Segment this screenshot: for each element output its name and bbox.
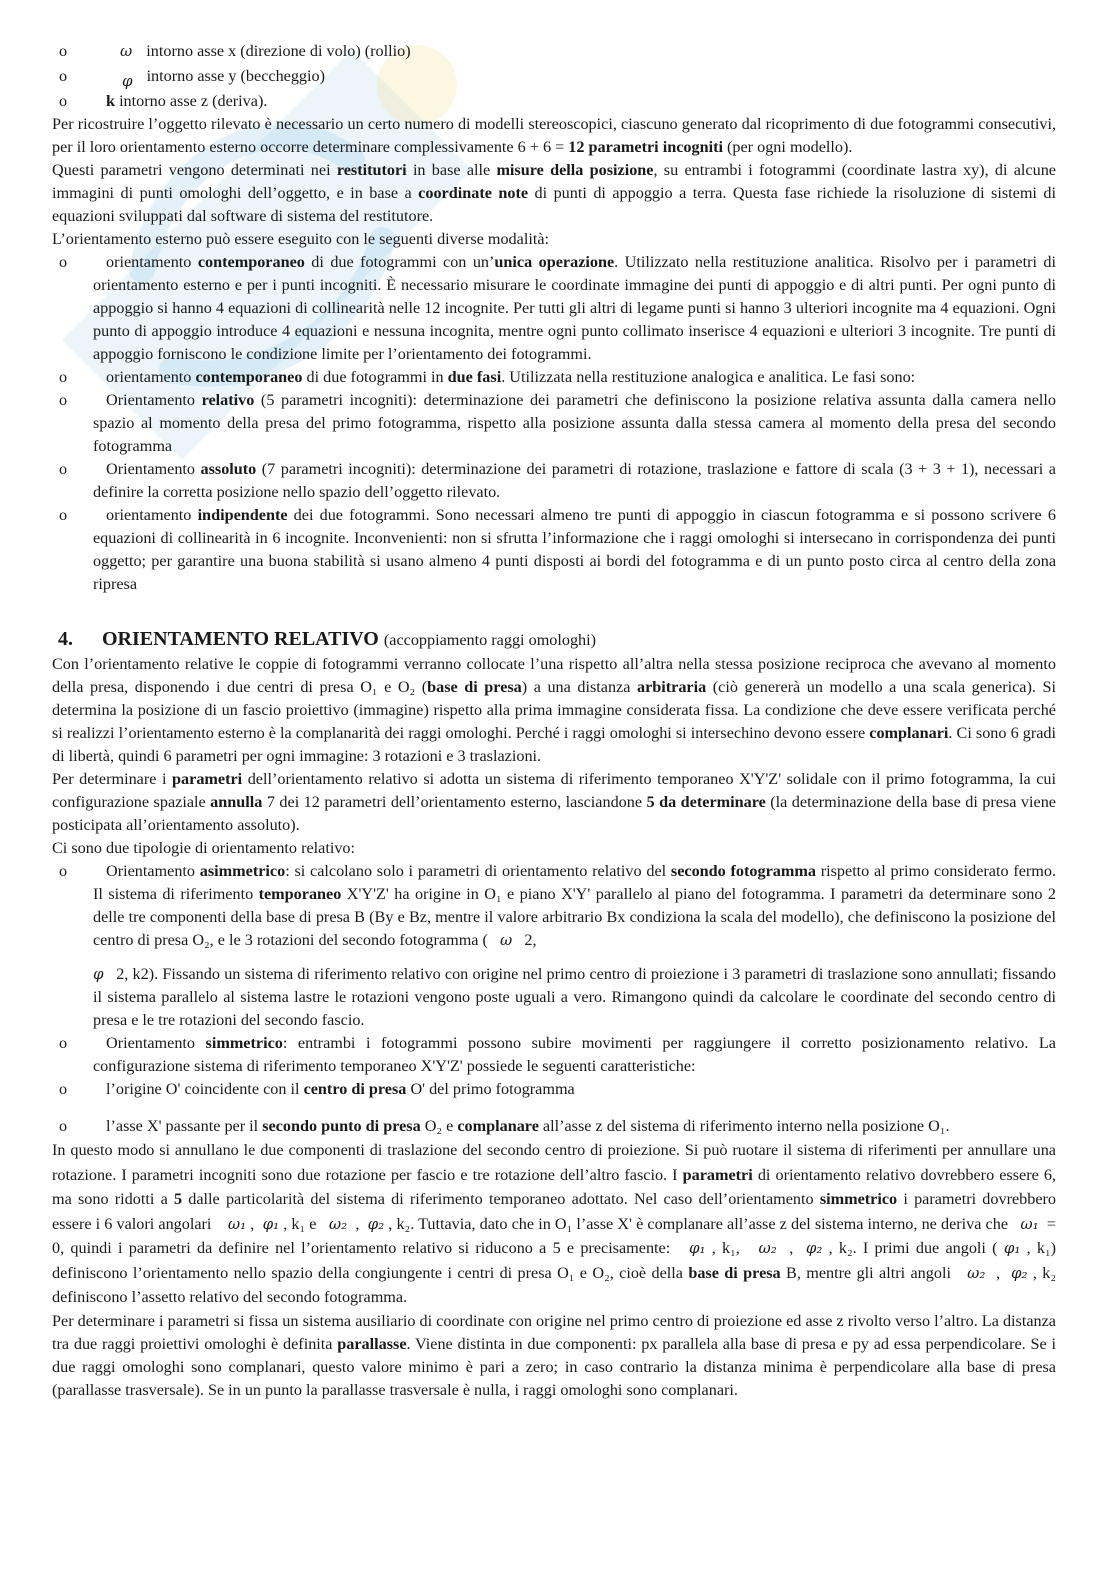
list-item: o Orientamento assoluto (7 parametri incogniti): determinazione dei parametri di rotazione, traslazione e fattore di scala (3 + 3 + 1), necessari a definire la corretta posizione nello spazio dell’oggetto rilevato.: [59, 460, 1056, 501]
rotation-phi-item: [52, 65, 1056, 88]
section-heading: [52, 626, 1056, 653]
list-item: o orientamento contemporaneo di due fotogrammi in due fasi. Utilizzata nella restituzione analogica e analitica. Le fasi sono:: [52, 366, 1056, 389]
rotation-k-item: [52, 90, 1056, 113]
bullet: o: [59, 1034, 68, 1052]
bullet: o: [59, 368, 68, 386]
rotation-y-text: intorno asse y (beccheggio): [146, 67, 326, 85]
bullet: o: [59, 460, 68, 478]
bullet: o: [59, 1080, 68, 1098]
bullet: o: [59, 391, 68, 409]
paragraph-parallax: Per determinare i parametri si fissa un sistema ausiliario di coordinate con origine nel primo centro di proiezione ed asse z rivolto verso l’altro. La distanza tra due raggi proiettivi omologhi è definita parallasse. Viene distinta in due componenti: px parallela alla base di presa e py ad essa perpendicolare. Se i due raggi omologhi sono complanari, questo valore minimo è pari a zero; in caso contrario la distanza minima è perpendicolare alla base di presa (parallasse trasversale). Se in un punto la parallasse trasversale è nulla, i raggi omologhi sono complanari.: [52, 1311, 1056, 1399]
phi-symbol: φ: [93, 965, 104, 983]
bullet: o: [59, 42, 68, 60]
paragraph-relative-intro: Con l’orientamento relative le coppie di fotogrammi verranno collocate l’una rispetto all’altra nella stessa posizione reciproca che avevano al momento della presa, disponendo i due centri di presa O₁ e O₂ (base di presa) a una distanza arbitraria (ciò genererà un modello a una scala generica). Si determina la posizione di un fascio proiettivo (immagine) rispetto alla prima immagine considerata fissa. La condizione che deve essere verificata perché si realizzi l’orientamento esterno è la complanarità dei raggi omologhi. Perché i raggi omologhi si intersechino devono essere complanari. Ci sono 6 gradi di libertà, quindi 6 parametri per ogni immagine: 3 rotazioni e 3 traslazioni.: [52, 655, 1056, 765]
document-page: [52, 40, 1056, 1402]
list-item: o orientamento contemporaneo di due fotogrammi con un’unica operazione. Utilizzato nella restituzione analitica. Risolvo per i parametri di orientamento esterno e per i punti incogniti. È necessario misurare le coordinate immagine dei punti di appoggio e di altri punti. Per ogni punto di appoggio si hanno 4 equazioni di collinearità nelle 12 incognite. Per tutti gli altri di legame punti si hanno 3 ulteriori incognite ma 4 equazioni. Ogni punto di appoggio introduce 4 equazioni e nessuna incognita, mentre ogni punto collimato inserisce 4 equazioni e ulteriori 3 incognite. Tre punti di appoggio forniscono le condizione limite per l’orientamento dei fotogrammi.: [59, 253, 1056, 363]
paragraph-parameters: Per determinare i parametri dell’orientamento relativo si adotta un sistema di riferimento temporaneo X'Y'Z' solidale con il primo fotogramma, la cui configurazione spaziale annulla 7 dei 12 parametri dell’orientamento esterno, lasciandone 5 da determinare (la determinazione della base di presa viene posticipata all’orientamento assoluto).: [52, 770, 1056, 834]
rotation-z-text: intorno asse z (deriva).: [119, 92, 268, 110]
list-item: o orientamento indipendente dei due fotogrammi. Sono necessari almeno tre punti di appoggio in ciascun fotogramma e si possono scrivere 6 equazioni di collinearità in 6 incognite. Inconvenienti: non si sfrutta l’informazione che i raggi omologhi si intersecano in corrispondenza dei punti oggetto; per garantire una buona stabilità si usano almeno 4 punti disposti ai bordi del fotogramma e di un punto posto circa al centro della zona ripresa: [59, 506, 1056, 593]
bullet: o: [59, 1117, 68, 1135]
list-item: o Orientamento asimmetrico: si calcolano solo i parametri di orientamento relativo del secondo fotogramma rispetto al primo considerato fermo. Il sistema di riferimento temporaneo X'Y'Z' ha origine in O₁ e piano X'Y' parallelo al piano del fotogramma. I parametri da determinare sono 2 delle tre componenti della base di presa B (By e Bz, mentre il valore arbitrario Bx condiziona la scala del modello), che definiscono la posizione del centro di presa O₂, e le 3 rotazioni del secondo fotogramma ( ω 2, φ 2, k2). Fissando un sistema di riferimento relativo con origine nel primo centro di proiezione i 3 parametri di traslazione sono annullati; fissando il sistema parallelo al sistema lastre le rotazioni vengono poste uguali a vero. Rimangono quindi da calcolare le coordinate del secondo centro di presa e le tre rotazioni del secondo fascio.: [59, 862, 1057, 1029]
section-title: ORIENTAMENTO RELATIVO: [102, 628, 379, 650]
list-item: o Orientamento relativo (5 parametri incogniti): determinazione dei parametri che definiscono la posizione relativa assunta dalla camera nello spazio al momento della presa del primo fotogramma, rispetto alla posizione assunta dalla stessa camera al momento della presa del secondo fotogramma: [59, 391, 1056, 455]
paragraph-restitutori: Questi parametri vengono determinati nei restitutori in base alle misure della posizione, su entrambi i fotogrammi (coordinate lastra xy), di alcune immagini di punti omologhi dell’oggetto, e in base a coordinate note di punti di appoggio a terra. Questa fase richiede la risoluzione di sistemi di equazioni sviluppati dal software di sistema del restitutore.: [52, 161, 1056, 225]
paragraph-types: Ci sono due tipologie di orientamento relativo:: [52, 839, 356, 857]
bullet: o: [59, 92, 68, 110]
paragraph-models: Per ricostruire l’oggetto rilevato è necessario un certo numero di modelli stereoscopici, ciascuno generato dal ricoprimento di due fotogrammi consecutivi, per il loro orientamento esterno occorre determinare complessivamente 6 + 6 = 12 parametri incogniti (per ogni modello).: [52, 115, 1056, 156]
omega-symbol: ω: [500, 931, 513, 949]
paragraph-symmetric: In questo modo si annullano le due componenti di traslazione del secondo centro di proiezione. Si può ruotare il sistema di riferimenti per annullare una rotazione. I parametri incogniti sono due rotazione per fascio e tre rotazione dell’altro fascio. I parametri di orientamento relativo dovrebbero essere 6, ma sono ridotti a 5 dalle particolarità del sistema di riferimento temporaneo adottato. Nel caso dell’orientamento simmetrico i parametri dovrebbero essere i 6 valori angolari ω₁ , φ₁ , k₁ e ω₂ , φ₂ , k₂. Tuttavia, dato che in O₁ l’asse X' è complanare all’asse z del sistema interno, ne deriva che ω₁ = 0, quindi i parametri da definire nel l’orientamento relativo si riducono a 5 e precisamente: φ₁ , k₁, ω₂ , φ₂ , k₂. I primi due angoli ( φ₁ , k₁) definiscono l’orientamento nello spazio della congiungente i centri di presa O₁ e O₂, cioè della base di presa B, mentre gli altri angoli ω₂ , φ₂ , k₂ definiscono l’assetto relativo del secondo fotogramma.: [52, 1141, 1057, 1306]
list-item: o l’asse X' passante per il secondo punto di presa O₂ e complanare all’asse z del sistema di riferimento interno nella posizione O₁.: [52, 1115, 1056, 1138]
rotation-x-text: intorno asse x (direzione di volo) (rollio): [146, 42, 411, 60]
paragraph-modalities: L’orientamento esterno può essere eseguito con le seguenti diverse modalità:: [52, 230, 550, 248]
list-item: o l’origine O' coincidente con il centro di presa O' del primo fotogramma: [52, 1078, 1056, 1101]
list-item: o Orientamento simmetrico: entrambi i fotogrammi possono subire movimenti per raggiungere il corretto posizionamento relativo. La configurazione sistema di riferimento temporaneo X'Y'Z' possiede le seguenti caratteristiche:: [59, 1034, 1056, 1075]
section-subtitle: (accoppiamento raggi omologhi): [383, 631, 597, 649]
bullet: o: [59, 862, 68, 880]
k-letter: k: [106, 92, 116, 110]
bullet: o: [59, 67, 68, 85]
phi-symbol: φ: [122, 72, 133, 90]
bullet: o: [59, 506, 68, 524]
omega-symbol: ω: [120, 42, 133, 60]
section-number: 4.: [58, 628, 73, 650]
bullet: o: [59, 253, 68, 271]
rotation-omega-item: [52, 40, 1056, 63]
